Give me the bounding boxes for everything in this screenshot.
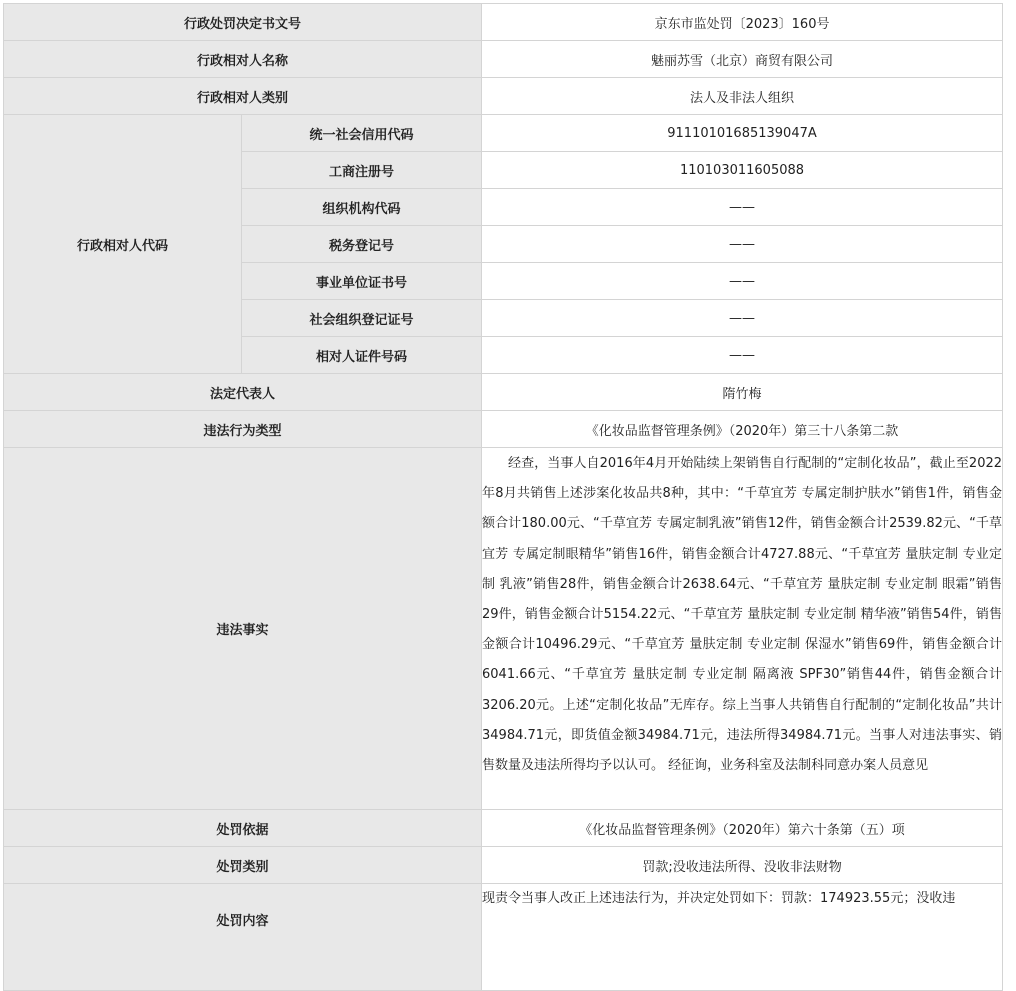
institution-cert-value: —— — [482, 263, 1003, 300]
org-code-value: —— — [482, 189, 1003, 226]
party-id-label: 相对人证件号码 — [242, 337, 482, 374]
row-doc-number — [4, 4, 1003, 41]
doc-number-label: 行政处罚决定书文号 — [4, 4, 482, 41]
facts-text: 经查，当事人自2016年4月开始陆续上架销售自行配制的“定制化妆品”，截止至2022年8月共销售上述涉案化妆品共8种，其中：“千草宜芳 专属定制护肤水”销售1件，销售金额合计180.00元、“千草宜芳 专属定制乳液”销售12件，销售金额合计2539.82元、“千草宜芳 专属定制眼精华”销售16件，销售金额合计4727.88元、“千草宜芳 量肤定制 专业定制 乳液”销售28件，销售金额合计2638.64元、“千草宜芳 量肤定制 专业定制 眼霜”销售29件，销售金额合计5154.22元、“千草宜芳 量肤定制 专业定制 精华液”销售54件，销售金额合计10496.29元、“千草宜芳 量肤定制 专业定制 保湿水”销售69件，销售金额合计6041.66元、“千草宜芳 量肤定制 专业定制 隔离液 SPF30”销售44件，销售金额合计3206.20元。上述“定制化妆品”无库存。综上当事人共销售自行配制的“定制化妆品”共计34984.71元，即货值金额34984.71元，违法所得34984.71元。当事人对违法事实、销售数量及违法所得均予以认可。 经征询，业务科室及法制科同意办案人员意见 — [482, 456, 1003, 774]
institution-cert-label: 事业单位证书号 — [242, 263, 482, 300]
category-label: 处罚类别 — [4, 847, 482, 884]
category-value: 罚款;没收违法所得、没收非法财物 — [482, 847, 1003, 884]
legal-rep-value: 隋竹梅 — [482, 374, 1003, 411]
row-legal-rep — [4, 374, 1003, 411]
row-credit-code — [4, 115, 1003, 152]
row-basis — [4, 810, 1003, 847]
tax-reg-label: 税务登记号 — [242, 226, 482, 263]
row-party-name — [4, 41, 1003, 78]
facts-label: 违法事实 — [4, 448, 482, 810]
row-violation-type — [4, 411, 1003, 448]
violation-type-label: 违法行为类型 — [4, 411, 482, 448]
party-type-value: 法人及非法人组织 — [482, 78, 1003, 115]
row-facts — [4, 448, 1003, 810]
row-party-type — [4, 78, 1003, 115]
party-name-value: 魅丽苏雪（北京）商贸有限公司 — [482, 41, 1003, 78]
violation-type-value: 《化妆品监督管理条例》（2020年）第三十八条第二款 — [482, 411, 1003, 448]
party-code-label: 行政相对人代码 — [4, 115, 242, 374]
doc-number-value: 京东市监处罚〔2023〕160号 — [482, 4, 1003, 41]
basis-value: 《化妆品监督管理条例》（2020年）第六十条第（五）项 — [482, 810, 1003, 847]
party-name-label: 行政相对人名称 — [4, 41, 482, 78]
credit-code-value: 91110101685139047A — [482, 115, 1003, 152]
org-code-label: 组织机构代码 — [242, 189, 482, 226]
row-content — [4, 884, 1003, 991]
content-label: 处罚内容 — [4, 884, 482, 991]
party-type-label: 行政相对人类别 — [4, 78, 482, 115]
credit-code-label: 统一社会信用代码 — [242, 115, 482, 152]
basis-label: 处罚依据 — [4, 810, 482, 847]
business-reg-value: 110103011605088 — [482, 152, 1003, 189]
content-value: 现责令当事人改正上述违法行为，并决定处罚如下：罚款：174923.55元；没收违 — [482, 884, 1003, 991]
social-org-reg-label: 社会组织登记证号 — [242, 300, 482, 337]
tax-reg-value: —— — [482, 226, 1003, 263]
business-reg-label: 工商注册号 — [242, 152, 482, 189]
party-id-value: —— — [482, 337, 1003, 374]
penalty-info-table — [3, 3, 1003, 991]
social-org-reg-value: —— — [482, 300, 1003, 337]
row-category — [4, 847, 1003, 884]
legal-rep-label: 法定代表人 — [4, 374, 482, 411]
facts-cell — [482, 448, 1003, 810]
